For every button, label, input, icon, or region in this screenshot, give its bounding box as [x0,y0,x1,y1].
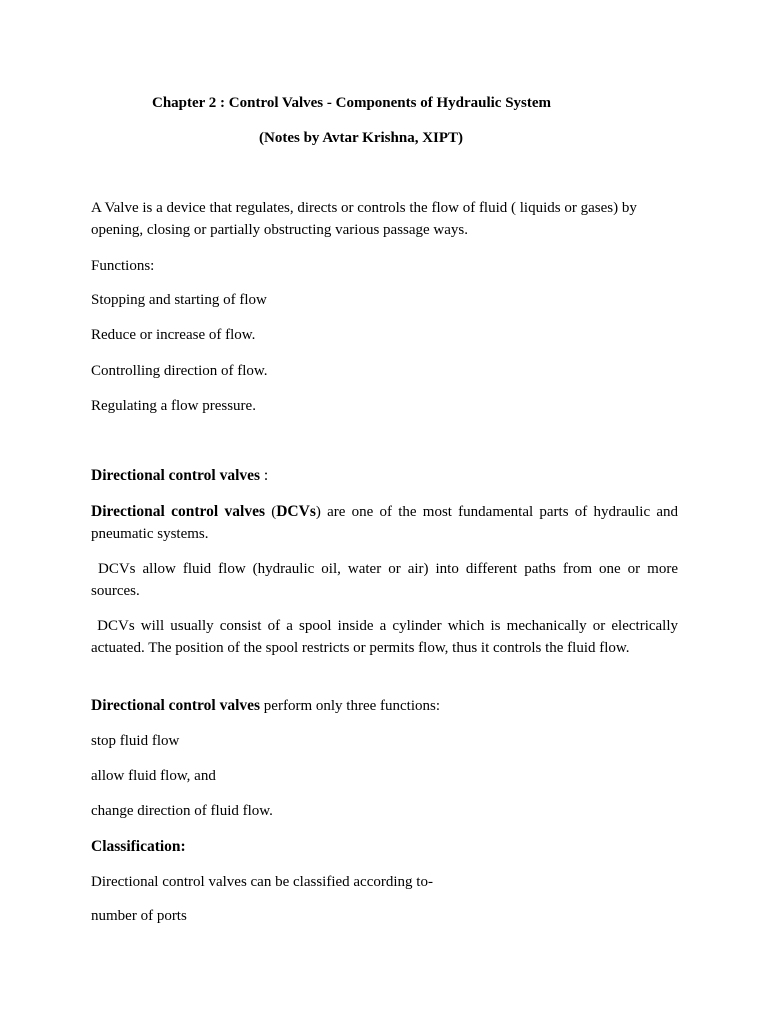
dcv-abbr: DCVs [276,503,316,520]
dcv-spool-paragraph: DCVs will usually consist of a spool inside a cylinder which is mechanically or electrically actuated. The position of the spool restricts or permits flow, thus it controls the fluid flow. [91,618,682,656]
dcv-perform-term: Directional control valves [91,697,261,714]
intro-paragraph: A Valve is a device that regulates, directs or controls the flow of fluid ( liquids or gases) by opening, closing or partially obstructing various passage ways. [91,200,637,238]
dcv-function-item: stop fluid flow [91,733,180,749]
dcv-flow-paragraph: DCVs allow fluid flow (hydraulic oil, water or air) into different paths from one or more sources. [91,561,682,599]
function-item: Stopping and starting of flow [91,292,267,308]
functions-heading: Functions: [91,258,155,274]
classification-heading: Classification: [91,838,186,855]
function-item: Regulating a flow pressure. [91,398,256,414]
dcv-heading-text: Directional control valves [91,467,261,484]
dcv-term: Directional control valves [91,503,265,520]
dcv-definition-text: ) are one of the most fundamental parts of hydraulic and pneumatic systems. [91,504,679,542]
document-title: Chapter 2 : Control Valves - Components of Hydraulic System [152,95,552,111]
classification-item: number of ports [91,908,187,924]
function-item: Reduce or increase of flow. [91,327,256,343]
dcv-perform-text: perform only three functions: [260,698,440,714]
dcv-open-paren: ( [265,504,277,520]
function-item: Controlling direction of flow. [91,363,268,379]
dcv-perform-line [91,695,440,717]
dcv-function-item: change direction of fluid flow. [91,803,273,819]
dcv-definition-paragraph [91,501,678,545]
classification-intro: Directional control valves can be classified according to- [91,874,433,890]
dcv-heading [91,465,268,486]
dcv-function-item: allow fluid flow, and [91,768,216,784]
document-subtitle: (Notes by Avtar Krishna, XIPT) [259,130,464,146]
dcv-heading-suffix: : [260,467,269,484]
